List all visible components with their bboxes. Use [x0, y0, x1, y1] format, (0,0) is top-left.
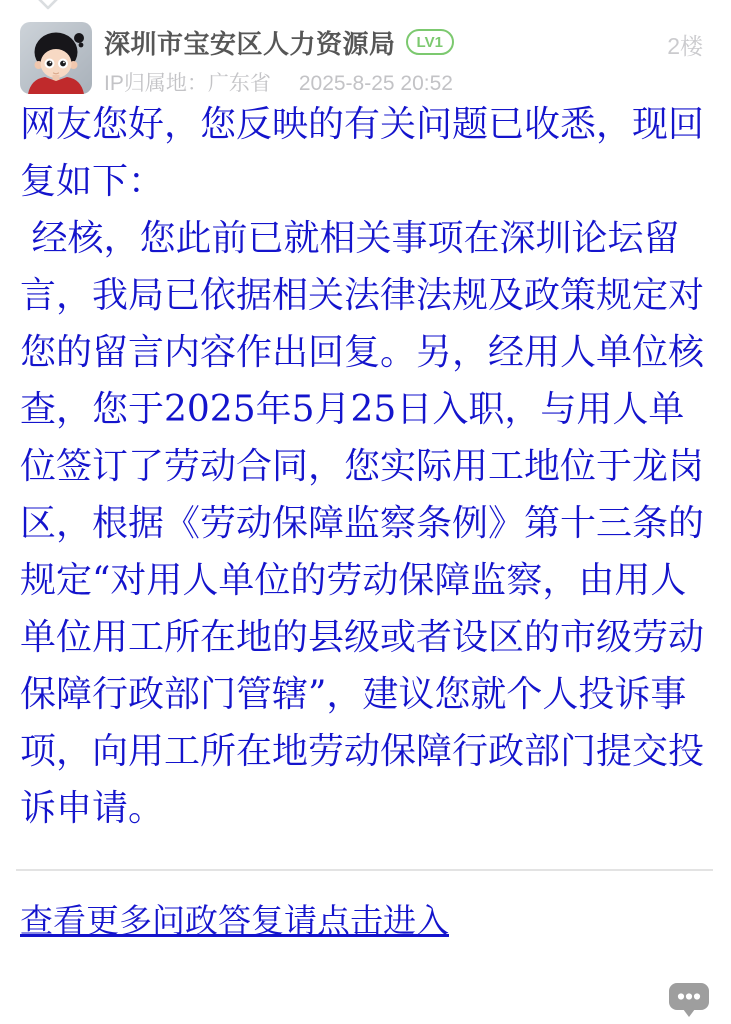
post-header [20, 22, 711, 94]
divider [16, 869, 713, 871]
timestamp: 2025-8-25 20:52 [298, 72, 453, 95]
floor-label: 2楼 [667, 33, 703, 59]
reply-body [20, 96, 713, 837]
more-replies-link[interactable]: 查看更多问政答复请点击进入 [20, 901, 449, 940]
chevron-down-icon[interactable] [34, 0, 62, 11]
reply-paragraph: 经核，您此前已就相关事项在深圳论坛留言，我局已依据相关法律法规及政策规定对您的留言内容作出回复。另，经用人单位核查，您于2025年5月25日入职，与用人单位签订了劳动合同，您实际用工地位于龙岗区，根据《劳动保障监察条例》第十三条的规定“对用人单位的劳动保障监察，由用人单位用工所在地的县级或者设区的市级劳动保障行政部门管辖”，建议您就个人投诉事项，向用工所在地劳动保障行政部门提交投诉申请。 [20, 218, 705, 829]
comment-bubble-icon[interactable] [668, 983, 710, 1017]
reply-paragraph: 网友您好，您反映的有关问题已收悉，现回复如下： [20, 104, 705, 202]
ip-location: IP归属地：广东省 [104, 72, 271, 95]
level-badge: LV1 [406, 29, 454, 55]
avatar[interactable] [20, 22, 92, 94]
header-info [104, 24, 641, 97]
username[interactable]: 深圳市宝安区人力资源局 [104, 28, 396, 59]
